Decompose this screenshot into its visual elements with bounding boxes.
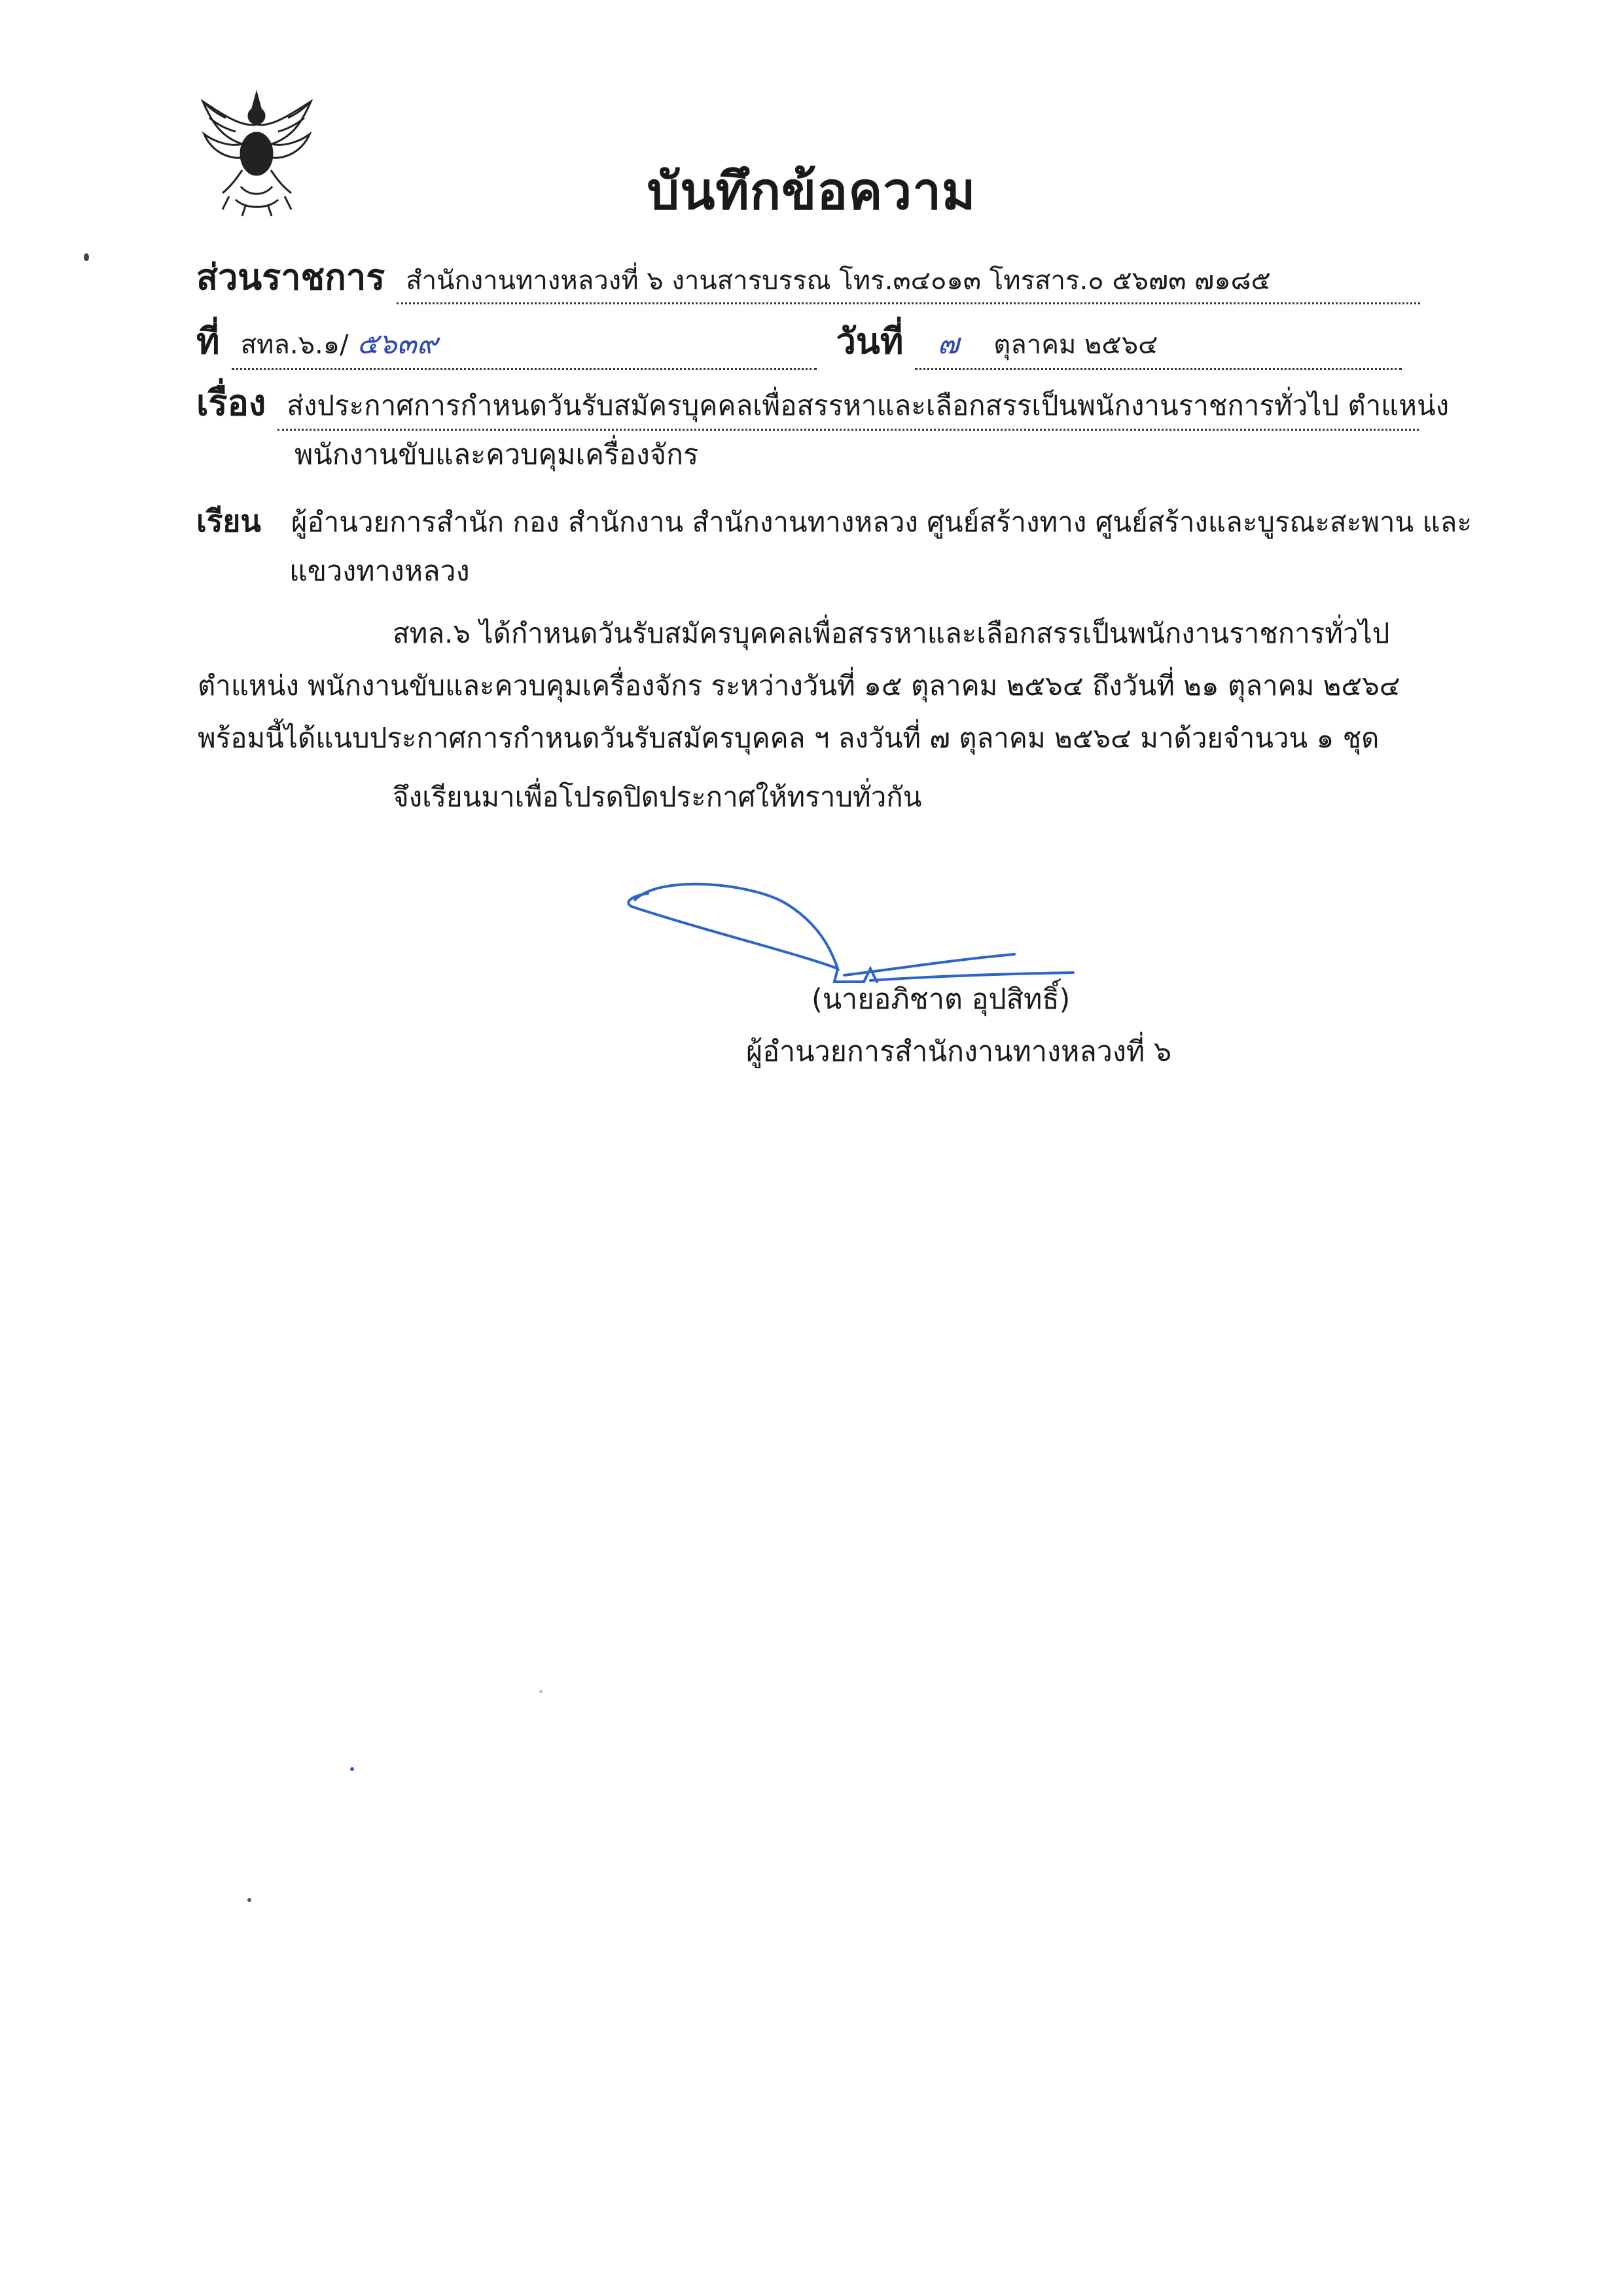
department-value: สำนักงานทางหลวงที่ ๖ งานสารบรรณ โทร.๓๔๐๑๓ โทรสาร.๐ ๕๖๗๓ ๗๑๘๕ <box>397 259 1420 304</box>
scan-speck <box>84 253 89 261</box>
subject-row <box>196 374 1450 431</box>
subject-line-1: ส่งประกาศการกำหนดวันรับสมัครบุคคลเพื่อสรรหาและเลือกสรรเป็นพนักงานราชการทั่วไป ตำแหน่ง <box>277 384 1419 431</box>
signer-position: ผู้อำนวยการสำนักงานทางหลวงที่ ๖ <box>746 1035 1172 1068</box>
to-line-1: ผู้อำนวยการสำนัก กอง สำนักงาน สำนักงานทางหลวง ศูนย์สร้างทาง ศูนย์สร้างและบูรณะสะพาน และ <box>291 506 1472 538</box>
ref-handwritten-number: ๕๖๓๙ <box>357 327 438 361</box>
page-title: บันทึกข้อความ <box>647 162 976 221</box>
subject-label: เรื่อง <box>196 382 266 423</box>
date-field <box>915 321 1402 370</box>
scan-speck <box>539 1690 543 1693</box>
date-month-year: ตุลาคม ๒๕๖๔ <box>993 330 1158 360</box>
body-paragraph-line-2: ตำแหน่ง พนักงานขับและควบคุมเครื่องจักร ระหว่างวันที่ ๑๕ ตุลาคม ๒๕๖๔ ถึงวันที่ ๒๑ ตุลาคม ๒๕๖๔ <box>198 670 1400 702</box>
date-day-handwritten: ๗ <box>937 327 959 361</box>
ref-field <box>232 321 817 370</box>
body-paragraph-line-1: สทล.๖ ได้กำหนดวันรับสมัครบุคคลเพื่อสรรหาและเลือกสรรเป็นพนักงานราชการทั่วไป <box>393 617 1390 649</box>
to-row <box>196 497 1472 545</box>
date-label: วันที่ <box>836 321 904 362</box>
scan-speck <box>350 1767 354 1771</box>
ref-label: ที่ <box>196 321 220 362</box>
to-line-2: แขวงทางหลวง <box>289 555 470 588</box>
to-label: เรียน <box>196 503 261 539</box>
subject-line-2: พนักงานขับและควบคุมเครื่องจักร <box>294 439 699 471</box>
body-paragraph-line-3: พร้อมนี้ได้แนบประกาศการกำหนดวันรับสมัครบุคคล ฯ ลงวันที่ ๗ ตุลาคม ๒๕๖๔ มาด้วยจำนวน ๑ ชุด <box>198 722 1380 754</box>
reference-row <box>196 313 1402 370</box>
signer-name: (นายอภิชาต อุปสิทธิ์) <box>812 983 1071 1016</box>
closing-paragraph: จึงเรียนมาเพื่อโปรดปิดประกาศให้ทราบทั่วกัน <box>393 781 922 813</box>
department-label: ส่วนราชการ <box>196 257 385 298</box>
scan-speck <box>247 1898 251 1902</box>
ref-value: สทล.๖.๑/ <box>240 330 349 360</box>
department-row <box>196 249 1420 305</box>
